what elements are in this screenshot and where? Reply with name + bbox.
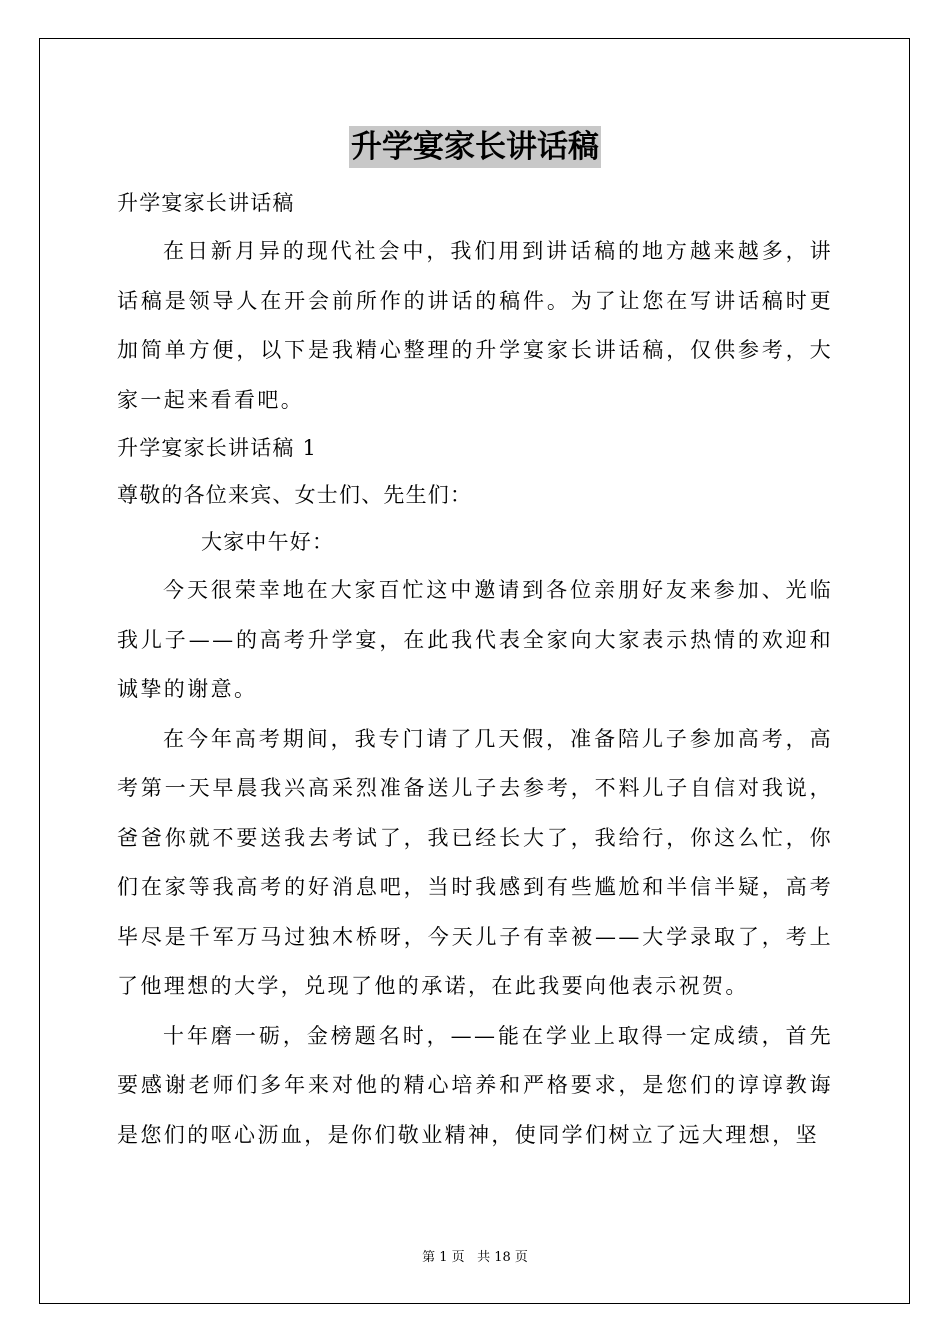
greeting: 大家中午好： [201, 530, 335, 554]
document-subtitle: 升学宴家长讲话稿 [117, 191, 295, 215]
intro-paragraph: 在日新月异的现代社会中，我们用到讲话稿的地方越来越多，讲话稿是领导人在开会前所作的讲话的稿件。为了让您在写讲话稿时更加简单方便，以下是我精心整理的升学宴家长讲话稿，仅供参考，大家一起来看看吧。 [117, 239, 833, 412]
body-paragraph: 今天很荣幸地在大家百忙这中邀请到各位亲朋好友来参加、光临我儿子——的高考升学宴，在此我代表全家向大家表示热情的欢迎和诚挚的谢意。 [117, 578, 833, 701]
section-heading: 升学宴家长讲话稿 1 [117, 436, 318, 460]
page-number: 第 1 页 [422, 1250, 465, 1265]
body-paragraph: 十年磨一砺，金榜题名时，——能在学业上取得一定成绩，首先要感谢老师们多年来对他的精心培养和严格要求，是您们的谆谆教诲是您们的呕心沥血，是你们敬业精神，使同学们树立了远大理想，坚 [117, 1023, 833, 1147]
page-total: 共 18 页 [477, 1250, 528, 1265]
document-title: 升学宴家长讲话稿 [349, 126, 601, 168]
page-footer [0, 1246, 950, 1265]
document-body [117, 180, 833, 1160]
title-container [0, 126, 950, 168]
body-paragraph: 在今年高考期间，我专门请了几天假，准备陪儿子参加高考，高考第一天早晨我兴高采烈准备送儿子去参考，不料儿子自信对我说，爸爸你就不要送我去考试了，我已经长大了，我给行，你这么忙，你们在家等我高考的好消息吧，当时我感到有些尴尬和半信半疑，高考毕尽是千军万马过独木桥呀，今天儿子有幸被——大学录取了，考上了他理想的大学，兑现了他的承诺，在此我要向他表示祝贺。 [117, 726, 833, 998]
salutation: 尊敬的各位来宾、女士们、先生们： [117, 483, 473, 507]
